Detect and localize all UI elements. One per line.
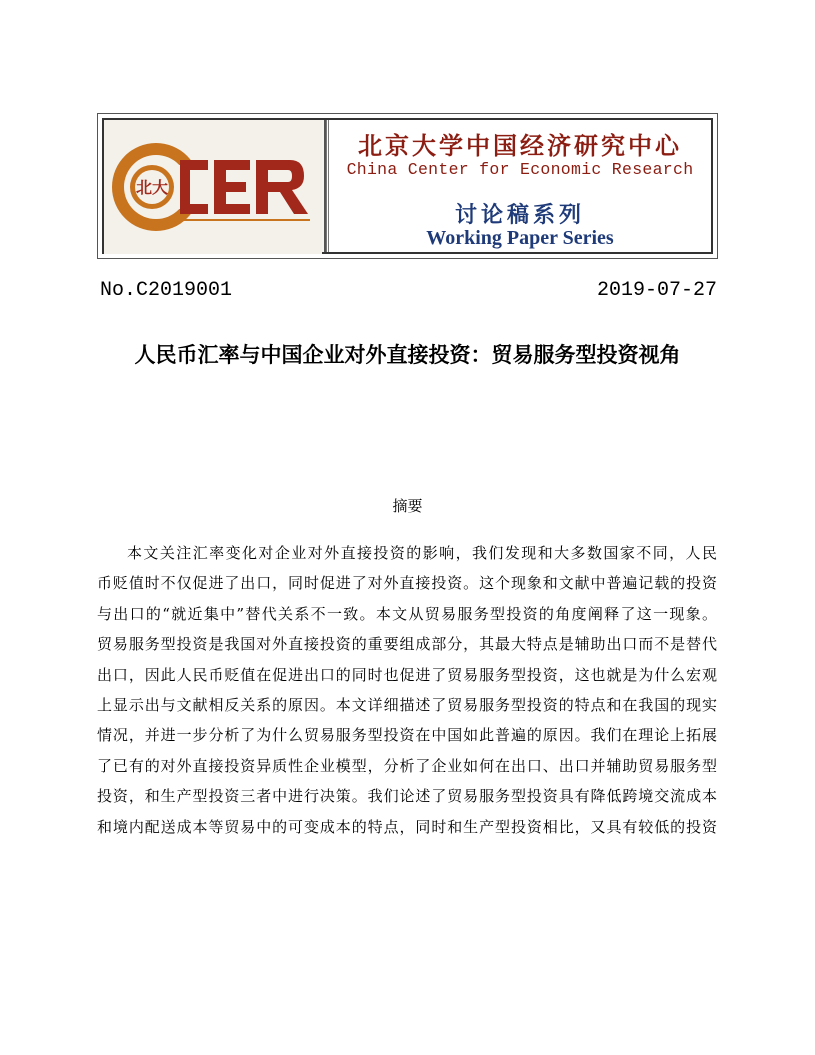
abstract-line: 币贬值时不仅促进了出口，同时促进了对外直接投资。这个现象和文献中普遍记载的投资: [97, 574, 717, 593]
abstract-heading: 摘要: [392, 497, 423, 515]
working-paper-banner: [97, 113, 718, 259]
abstract-line: 投资，和生产型投资三者中进行决策。我们论述了贸易服务型投资具有降低跨境交流成本: [97, 787, 717, 806]
banner-title-panel: [326, 120, 711, 252]
center-name-en: China Center for Economic Research: [346, 160, 694, 179]
ccer-logo-graphic: [104, 120, 322, 254]
series-name-cn: 讨论稿系列: [454, 202, 585, 228]
abstract-body: [97, 538, 717, 842]
abstract-line: 情况，并进一步分析了为什么贸易服务型投资在中国如此普遍的原因。我们在理论上拓展: [97, 726, 717, 745]
abstract-line: 本文关注汇率变化对企业对外直接投资的影响，我们发现和大多数国家不同，人民: [127, 544, 717, 562]
ccer-logo: [104, 120, 326, 252]
series-name-en: Working Paper Series: [426, 227, 614, 249]
logo-seal-text: 北大: [135, 178, 169, 197]
center-name-cn: 北京大学中国经济研究中心: [358, 131, 682, 160]
paper-number: No.C2019001: [100, 279, 233, 302]
paper-date: 2019-07-27: [596, 279, 717, 302]
abstract-line: 和境内配送成本等贸易中的可变成本的特点，同时和生产型投资相比，又具有较低的投资: [97, 817, 717, 836]
abstract-line: 出口，因此人民币贬值在促进出口的同时也促进了贸易服务型投资，这也就是为什么宏观: [97, 665, 717, 684]
abstract-line: 贸易服务型投资是我国对外直接投资的重要组成部分，其最大特点是辅助出口而不是替代: [97, 635, 717, 654]
abstract-line: 上显示出与文献相反关系的原因。本文详细描述了贸易服务型投资的特点和在我国的现实: [97, 695, 717, 714]
abstract-line: 了已有的对外直接投资异质性企业模型，分析了企业如何在出口、出口并辅助贸易服务型: [97, 756, 717, 775]
paper-title: 人民币汇率与中国企业对外直接投资：贸易服务型投资视角: [134, 342, 681, 367]
abstract-line: 与出口的“就近集中”替代关系不一致。本文从贸易服务型投资的角度阐释了这一现象。: [97, 604, 717, 623]
banner-frame: [102, 118, 713, 254]
